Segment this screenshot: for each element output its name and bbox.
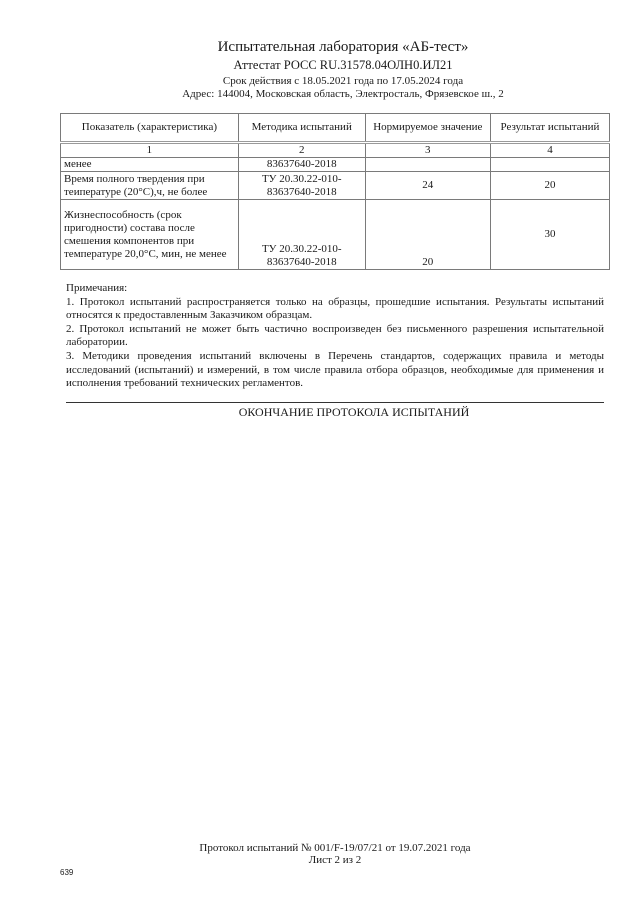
norm-cell: 24 <box>365 172 490 200</box>
table-header-row <box>61 114 610 143</box>
method-cell: ТУ 20.30.22-010-83637640-2018 <box>238 200 365 270</box>
result-cell <box>490 158 609 172</box>
column-number: 1 <box>61 143 239 158</box>
table-row <box>61 200 610 270</box>
column-number: 4 <box>490 143 609 158</box>
norm-cell: 20 <box>365 200 490 270</box>
page-number: 639 <box>60 868 74 877</box>
header-indicator: Показатель (характеристика) <box>61 114 239 143</box>
divider <box>66 402 604 403</box>
norm-cell <box>365 158 490 172</box>
indicator-cell: менее <box>61 158 239 172</box>
lab-address: Адрес: 144004, Московская область, Электросталь, Фрязевское ш., 2 <box>182 88 504 100</box>
footer-sheet-number: Лист 2 из 2 <box>308 854 362 866</box>
result-cell: 20 <box>490 172 609 200</box>
results-table <box>60 113 610 270</box>
note-item: 2. Протокол испытаний не может быть частично воспроизведен без письменного разрешения испытательной лаборатории. <box>66 322 604 349</box>
column-number: 3 <box>365 143 490 158</box>
notes-section <box>66 282 604 391</box>
note-item: 3. Методики проведения испытаний включены в Перечень стандартов, содержащих правила и методы исследований (испытаний) и измерений, в том числе правила отбора образцов, необходимые для применения и исполнения требований технических регламентов. <box>66 349 604 390</box>
result-cell: 30 <box>490 200 609 270</box>
column-number-row <box>61 143 610 158</box>
indicator-cell: Жизнеспособность (срок пригодности) состава после смешения компонентов при температуре 20,0°C, мин, не менее <box>61 200 239 270</box>
column-number: 2 <box>238 143 365 158</box>
end-of-protocol-label: ОКОНЧАНИЕ ПРОТОКОЛА ИСПЫТАНИЙ <box>238 405 470 419</box>
method-cell: 83637640-2018 <box>238 158 365 172</box>
header-method: Методика испытаний <box>238 114 365 143</box>
method-cell: ТУ 20.30.22-010-83637640-2018 <box>238 172 365 200</box>
header-norm: Нормируемое значение <box>365 114 490 143</box>
indicator-cell: Время полного твердения при теипературе (20°C),ч, не более <box>61 172 239 200</box>
notes-title: Примечания: <box>66 282 128 294</box>
validity-period: Срок действия с 18.05.2021 года по 17.05.2024 года <box>222 75 464 87</box>
table-row <box>61 158 610 172</box>
table-row <box>61 172 610 200</box>
note-item: 1. Протокол испытаний распространяется только на образцы, прошедшие испытания. Результаты испытаний относятся к предоставленным Заказчиком образцам. <box>66 295 604 322</box>
footer-protocol-reference: Протокол испытаний № 001/F-19/07/21 от 19.07.2021 года <box>199 842 471 854</box>
attestat-number: Аттестат РОСС RU.31578.04ОЛН0.ИЛ21 <box>233 58 453 72</box>
header-result: Результат испытаний <box>490 114 609 143</box>
lab-title: Испытательная лаборатория «АБ-тест» <box>217 39 469 55</box>
